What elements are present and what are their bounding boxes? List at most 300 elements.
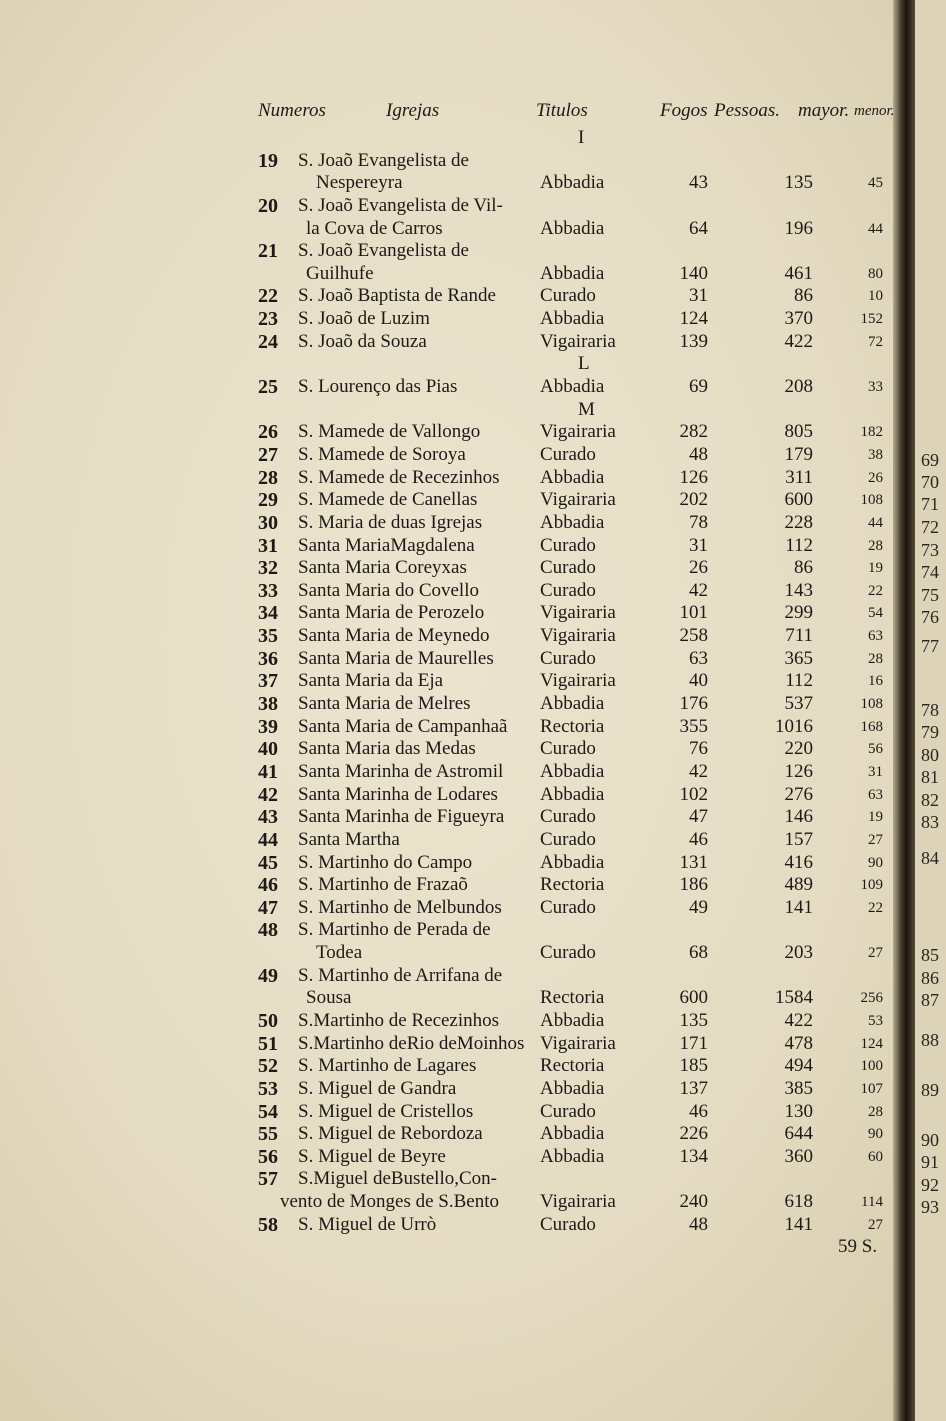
menor: 10 <box>868 288 883 305</box>
pessoas: 299 <box>784 602 813 624</box>
titulo: Curado <box>540 557 596 579</box>
row-number: 19 <box>258 149 278 172</box>
row-number: 43 <box>258 806 278 829</box>
titulo: Abbadia <box>540 1123 605 1145</box>
row-number: 26 <box>258 421 278 444</box>
pessoas: 1016 <box>775 715 813 737</box>
table-row <box>258 716 898 739</box>
titulo: Vigairaria <box>540 670 616 692</box>
titulo: Abbadia <box>540 376 605 398</box>
next-page-number: 78 <box>921 700 939 720</box>
menor: 182 <box>860 424 883 441</box>
titulo: Vigairaria <box>540 1191 616 1213</box>
menor: 19 <box>868 809 883 826</box>
table-row <box>258 444 898 467</box>
pessoas: 143 <box>784 579 813 601</box>
next-page-number: 89 <box>921 1080 939 1100</box>
fogos: 126 <box>679 466 708 488</box>
pessoas: 228 <box>784 511 813 533</box>
pessoas: 1584 <box>775 987 813 1009</box>
next-page-number: 77 <box>921 636 939 656</box>
row-number: 50 <box>258 1009 278 1032</box>
titulo: Curado <box>540 647 596 669</box>
church-name: Nespereyra <box>316 172 403 194</box>
table-row <box>258 535 898 558</box>
fogos: 42 <box>689 579 708 601</box>
table-row <box>258 897 898 920</box>
titulo: Curado <box>540 285 596 307</box>
menor: 45 <box>868 175 883 192</box>
section-letter: I <box>578 127 585 148</box>
church-name: S.Miguel deBustello,Con- <box>298 1168 497 1190</box>
fogos: 31 <box>689 534 708 556</box>
pessoas: 276 <box>784 783 813 805</box>
fogos: 282 <box>679 421 708 443</box>
row-number: 29 <box>258 489 278 512</box>
church-name: S.Martinho de Recezinhos <box>298 1009 500 1031</box>
fogos: 46 <box>689 1100 708 1122</box>
pessoas: 146 <box>784 806 813 828</box>
menor: 152 <box>860 311 883 328</box>
church-name: Santa Maria de Maurelles <box>298 647 494 669</box>
pessoas: 385 <box>784 1077 813 1099</box>
next-page-number: 90 <box>921 1130 939 1150</box>
pessoas: 805 <box>784 421 813 443</box>
header-titulos: Titulos <box>536 100 588 121</box>
menor: 114 <box>861 1194 883 1211</box>
menor: 100 <box>860 1058 883 1075</box>
titulo: Abbadia <box>540 851 605 873</box>
table-header <box>258 100 898 126</box>
titulo: Abbadia <box>540 1077 605 1099</box>
table-row <box>258 1191 898 1214</box>
next-page-number: 87 <box>921 990 939 1010</box>
church-name: Sousa <box>306 987 352 1009</box>
row-number: 58 <box>258 1213 278 1236</box>
titulo: Vigairaria <box>540 421 616 443</box>
titulo: Vigairaria <box>540 625 616 647</box>
pessoas: 208 <box>784 376 813 398</box>
titulo: Abbadia <box>540 466 605 488</box>
menor: 90 <box>868 854 883 871</box>
fogos: 171 <box>679 1032 708 1054</box>
table-row <box>258 331 898 354</box>
church-name: S. Martinho de Lagares <box>298 1055 477 1077</box>
table-row <box>258 761 898 784</box>
pessoas: 365 <box>784 647 813 669</box>
next-page-number: 85 <box>921 945 939 965</box>
menor: 124 <box>860 1035 883 1052</box>
table-row <box>258 421 898 444</box>
menor: 33 <box>868 379 883 396</box>
menor: 27 <box>868 1216 883 1233</box>
titulo: Curado <box>540 896 596 918</box>
pessoas: 179 <box>784 443 813 465</box>
titulo: Rectoria <box>540 874 605 896</box>
church-name: Santa Maria Coreyxas <box>298 557 467 579</box>
header-fogos: Fogos <box>660 100 708 121</box>
titulo: Abbadia <box>540 308 605 330</box>
pessoas: 489 <box>784 874 813 896</box>
row-number: 49 <box>258 964 278 987</box>
parish-table <box>258 127 898 1236</box>
row-number: 32 <box>258 557 278 580</box>
titulo: Rectoria <box>540 715 605 737</box>
titulo: Rectoria <box>540 987 605 1009</box>
church-name: Santa Marinha de Lodares <box>298 783 498 805</box>
row-number: 39 <box>258 715 278 738</box>
titulo: Curado <box>540 1213 596 1235</box>
church-name: S. Martinho de Frazaõ <box>298 874 468 896</box>
fogos: 135 <box>679 1009 708 1031</box>
titulo: Abbadia <box>540 217 605 239</box>
pessoas: 600 <box>784 489 813 511</box>
section-letter-row <box>258 399 898 422</box>
church-name: S. Miguel de Cristellos <box>298 1100 474 1122</box>
menor: 109 <box>860 877 883 894</box>
church-name: S. Joaõ Evangelista de <box>298 149 469 171</box>
pessoas: 422 <box>784 330 813 352</box>
table-row <box>258 195 898 218</box>
fogos: 355 <box>679 715 708 737</box>
church-name: S. Joaõ Evangelista de <box>298 240 469 262</box>
row-number: 38 <box>258 693 278 716</box>
table-row <box>258 557 898 580</box>
fogos: 600 <box>679 987 708 1009</box>
titulo: Curado <box>540 534 596 556</box>
table-row <box>258 806 898 829</box>
church-name: S. Mamede de Canellas <box>298 489 478 511</box>
row-number: 40 <box>258 738 278 761</box>
table-row <box>258 1168 898 1191</box>
table-row <box>258 376 898 399</box>
church-name: S. Martinho de Perada de <box>298 919 491 941</box>
menor: 72 <box>868 333 883 350</box>
fogos: 42 <box>689 760 708 782</box>
next-page-number: 73 <box>921 540 939 560</box>
row-number: 51 <box>258 1032 278 1055</box>
next-page-number: 91 <box>921 1152 939 1172</box>
pessoas: 126 <box>784 760 813 782</box>
row-number: 54 <box>258 1100 278 1123</box>
pessoas: 157 <box>784 828 813 850</box>
fogos: 68 <box>689 942 708 964</box>
section-letter-row <box>258 353 898 376</box>
church-name: la Cova de Carros <box>306 217 443 239</box>
row-number: 23 <box>258 308 278 331</box>
church-name: Santa Maria das Medas <box>298 738 476 760</box>
pessoas: 478 <box>784 1032 813 1054</box>
church-name: S.Martinho deRio deMoinhos <box>298 1032 525 1054</box>
next-page-number: 83 <box>921 812 939 832</box>
next-page-number: 72 <box>921 517 939 537</box>
church-name: S. Miguel de Rebordoza <box>298 1123 483 1145</box>
fogos: 63 <box>689 647 708 669</box>
pessoas: 112 <box>785 670 813 692</box>
titulo: Curado <box>540 942 596 964</box>
church-name: S. Mamede de Recezinhos <box>298 466 500 488</box>
fogos: 43 <box>689 172 708 194</box>
row-number: 36 <box>258 647 278 670</box>
menor: 22 <box>868 582 883 599</box>
next-page-number: 76 <box>921 607 939 627</box>
row-number: 33 <box>258 579 278 602</box>
pessoas: 196 <box>784 217 813 239</box>
row-number: 44 <box>258 828 278 851</box>
row-number: 24 <box>258 330 278 353</box>
menor: 63 <box>868 628 883 645</box>
titulo: Curado <box>540 443 596 465</box>
row-number: 22 <box>258 285 278 308</box>
catchword: 59 S. <box>838 1236 878 1257</box>
table-row <box>258 942 898 965</box>
table-row <box>258 150 898 173</box>
titulo: Curado <box>540 738 596 760</box>
table-row <box>258 829 898 852</box>
next-page-edge <box>915 0 946 1421</box>
row-number: 48 <box>258 919 278 942</box>
church-name: Santa Marinha de Astromil <box>298 760 504 782</box>
church-name: S. Miguel de Gandra <box>298 1077 457 1099</box>
table-row <box>258 602 898 625</box>
row-number: 35 <box>258 625 278 648</box>
table-row <box>258 738 898 761</box>
table-row <box>258 512 898 535</box>
fogos: 137 <box>679 1077 708 1099</box>
titulo: Vigairaria <box>540 1032 616 1054</box>
menor: 28 <box>868 537 883 554</box>
pessoas: 711 <box>785 625 813 647</box>
pessoas: 370 <box>784 308 813 330</box>
menor: 27 <box>868 945 883 962</box>
titulo: Curado <box>540 1100 596 1122</box>
next-page-number: 81 <box>921 767 939 787</box>
church-name: S. Joaõ Baptista de Rande <box>298 285 496 307</box>
row-number: 55 <box>258 1123 278 1146</box>
next-page-number: 93 <box>921 1197 939 1217</box>
table-row <box>258 467 898 490</box>
row-number: 37 <box>258 670 278 693</box>
church-name: S. Joaõ da Souza <box>298 330 427 352</box>
table-row <box>258 987 898 1010</box>
fogos: 48 <box>689 443 708 465</box>
menor: 53 <box>868 1012 883 1029</box>
table-row <box>258 919 898 942</box>
table-row <box>258 285 898 308</box>
church-name: Santa Maria de Campanhaã <box>298 715 508 737</box>
menor: 38 <box>868 446 883 463</box>
church-name: Santa Maria do Covello <box>298 579 479 601</box>
titulo: Abbadia <box>540 693 605 715</box>
fogos: 226 <box>679 1123 708 1145</box>
church-name: S. Mamede de Soroya <box>298 443 466 465</box>
fogos: 46 <box>689 828 708 850</box>
menor: 256 <box>860 990 883 1007</box>
menor: 28 <box>868 1103 883 1120</box>
row-number: 25 <box>258 376 278 399</box>
church-name: vento de Monges de S.Bento <box>280 1191 500 1213</box>
fogos: 49 <box>689 896 708 918</box>
row-number: 34 <box>258 602 278 625</box>
pessoas: 112 <box>785 534 813 556</box>
header-mayor: mayor. <box>798 100 850 121</box>
next-page-number: 75 <box>921 585 939 605</box>
church-name: S. Maria de duas Igrejas <box>298 511 483 533</box>
menor: 27 <box>868 831 883 848</box>
pessoas: 422 <box>784 1009 813 1031</box>
next-page-number: 82 <box>921 790 939 810</box>
next-page-number: 74 <box>921 562 939 582</box>
next-page-number: 86 <box>921 968 939 988</box>
menor: 28 <box>868 650 883 667</box>
menor: 56 <box>868 741 883 758</box>
table-row <box>258 308 898 331</box>
menor: 54 <box>868 605 883 622</box>
table-row <box>258 1078 898 1101</box>
titulo: Abbadia <box>540 760 605 782</box>
menor: 63 <box>868 786 883 803</box>
table-row <box>258 852 898 875</box>
pessoas: 644 <box>784 1123 813 1145</box>
titulo: Rectoria <box>540 1055 605 1077</box>
titulo: Abbadia <box>540 172 605 194</box>
next-page-number: 88 <box>921 1030 939 1050</box>
fogos: 131 <box>679 851 708 873</box>
table-row <box>258 218 898 241</box>
titulo: Abbadia <box>540 783 605 805</box>
fogos: 31 <box>689 285 708 307</box>
next-page-number: 79 <box>921 722 939 742</box>
church-name: S. Martinho de Arrifana de <box>298 964 503 986</box>
titulo: Curado <box>540 806 596 828</box>
table-row <box>258 874 898 897</box>
church-name: Santa Maria da Eja <box>298 670 444 692</box>
menor: 19 <box>868 560 883 577</box>
pessoas: 141 <box>784 1213 813 1235</box>
pessoas: 494 <box>784 1055 813 1077</box>
menor: 60 <box>868 1148 883 1165</box>
table-row <box>258 1033 898 1056</box>
pessoas: 203 <box>784 942 813 964</box>
table-row <box>258 580 898 603</box>
fogos: 101 <box>679 602 708 624</box>
pessoas: 220 <box>784 738 813 760</box>
church-name: Santa Maria de Meynedo <box>298 625 490 647</box>
next-page-number: 92 <box>921 1175 939 1195</box>
church-name: S. Miguel de Urrò <box>298 1213 437 1235</box>
row-number: 27 <box>258 443 278 466</box>
titulo: Vigairaria <box>540 330 616 352</box>
row-number: 42 <box>258 783 278 806</box>
row-number: 41 <box>258 760 278 783</box>
next-page-number: 71 <box>921 494 939 514</box>
table-row <box>258 263 898 286</box>
row-number: 30 <box>258 511 278 534</box>
pessoas: 141 <box>784 896 813 918</box>
next-page-number: 69 <box>921 450 939 470</box>
row-number: 47 <box>258 896 278 919</box>
menor: 90 <box>868 1126 883 1143</box>
titulo: Curado <box>540 828 596 850</box>
church-name: Guilhufe <box>306 262 374 284</box>
row-number: 46 <box>258 874 278 897</box>
table-row <box>258 965 898 988</box>
table-row <box>258 1101 898 1124</box>
row-number: 20 <box>258 194 278 217</box>
church-name: Santa Marinha de Figueyra <box>298 806 505 828</box>
row-number: 53 <box>258 1077 278 1100</box>
pessoas: 86 <box>794 285 813 307</box>
church-name: S. Lourenço das Pias <box>298 376 458 398</box>
section-letter: L <box>578 353 590 375</box>
table-row <box>258 1146 898 1169</box>
titulo: Abbadia <box>540 262 605 284</box>
section-letter-row <box>258 127 898 150</box>
pessoas: 537 <box>784 693 813 715</box>
pessoas: 135 <box>784 172 813 194</box>
titulo: Abbadia <box>540 1009 605 1031</box>
fogos: 258 <box>679 625 708 647</box>
fogos: 76 <box>689 738 708 760</box>
next-page-number: 70 <box>921 472 939 492</box>
table-row <box>258 489 898 512</box>
table-row <box>258 1214 898 1237</box>
next-page-number: 84 <box>921 848 939 868</box>
pessoas: 360 <box>784 1145 813 1167</box>
row-number: 28 <box>258 466 278 489</box>
table-row <box>258 670 898 693</box>
church-name: S. Joaõ Evangelista de Vil- <box>298 194 503 216</box>
titulo: Vigairaria <box>540 489 616 511</box>
church-name: Santa Martha <box>298 828 400 850</box>
table-row <box>258 1123 898 1146</box>
titulo: Abbadia <box>540 511 605 533</box>
table-row <box>258 240 898 263</box>
menor: 31 <box>868 763 883 780</box>
table-row <box>258 172 898 195</box>
menor: 22 <box>868 899 883 916</box>
fogos: 78 <box>689 511 708 533</box>
church-name: S. Martinho de Melbundos <box>298 896 502 918</box>
fogos: 102 <box>679 783 708 805</box>
header-numeros: Numeros <box>258 100 326 121</box>
table-row <box>258 648 898 671</box>
fogos: 140 <box>679 262 708 284</box>
fogos: 139 <box>679 330 708 352</box>
pessoas: 311 <box>785 466 813 488</box>
table-row <box>258 693 898 716</box>
menor: 44 <box>868 514 883 531</box>
table-row <box>258 1055 898 1078</box>
fogos: 47 <box>689 806 708 828</box>
church-name: S. Martinho do Campo <box>298 851 473 873</box>
header-pessoas: Pessoas. <box>714 100 780 121</box>
fogos: 124 <box>679 308 708 330</box>
pessoas: 86 <box>794 557 813 579</box>
church-name: S. Miguel de Beyre <box>298 1145 446 1167</box>
next-page-number: 80 <box>921 745 939 765</box>
fogos: 69 <box>689 376 708 398</box>
menor: 107 <box>860 1080 883 1097</box>
menor: 44 <box>868 220 883 237</box>
fogos: 40 <box>689 670 708 692</box>
menor: 108 <box>860 492 883 509</box>
row-number: 52 <box>258 1055 278 1078</box>
row-number: 21 <box>258 240 278 263</box>
row-number: 31 <box>258 534 278 557</box>
header-menor: menor. <box>854 103 895 119</box>
row-number: 56 <box>258 1145 278 1168</box>
